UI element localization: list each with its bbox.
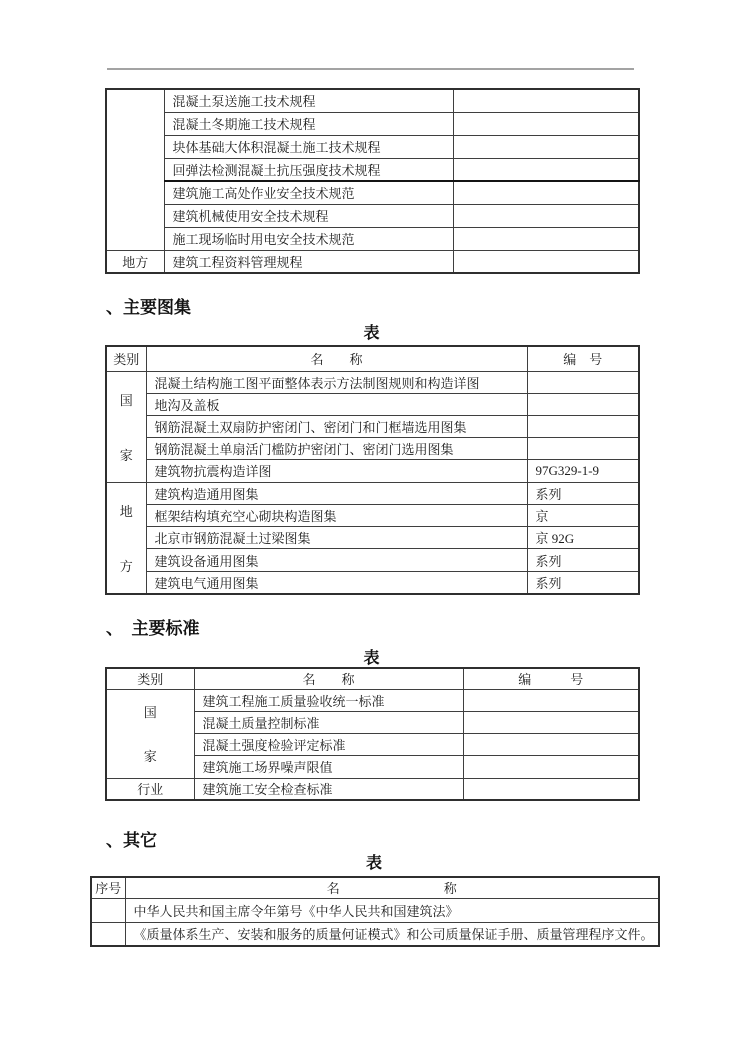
name-cell: 施工现场临时用电安全技术规范 — [164, 227, 453, 250]
table-row — [106, 181, 639, 204]
category-char: 国 — [143, 705, 157, 720]
number-cell — [453, 250, 639, 273]
table-row — [106, 204, 639, 227]
name-cell: 块体基础大体积混凝土施工技术规程 — [164, 135, 453, 158]
name-cell: 混凝土泵送施工技术规程 — [164, 89, 453, 112]
table-row — [106, 393, 639, 415]
category-cell-national — [106, 371, 146, 482]
name-cell: 建筑机械使用安全技术规程 — [164, 204, 453, 227]
name-cell: 混凝土冬期施工技术规程 — [164, 112, 453, 135]
name-cell: 《质量体系生产、安装和服务的质量何证模式》和公司质量保证手册、质量管理程序文件。 — [125, 922, 659, 946]
name-cell: 回弹法检测混凝土抗压强度技术规程 — [164, 158, 453, 181]
column-header-serial: 序号 — [91, 877, 125, 898]
number-cell — [463, 689, 639, 711]
atlas-table — [105, 345, 640, 595]
number-cell — [527, 438, 639, 460]
table-header-row — [106, 346, 639, 371]
name-cell: 北京市钢筋混凝土过梁图集 — [146, 527, 527, 549]
table-row — [106, 504, 639, 526]
section-heading-standards: 、 主要标准 — [106, 619, 200, 638]
number-cell — [453, 89, 639, 112]
section-heading-atlas: 、主要图集 — [106, 298, 191, 317]
number-cell — [453, 227, 639, 250]
category-char: 地 — [119, 503, 133, 519]
column-header-name: 名 称 — [125, 877, 659, 898]
name-cell: 混凝土质量控制标准 — [194, 711, 463, 733]
name-cell: 建筑工程施工质量验收统一标准 — [194, 689, 463, 711]
category-char: 家 — [143, 749, 157, 764]
name-cell: 地沟及盖板 — [146, 393, 527, 415]
table-row — [106, 158, 639, 181]
number-cell — [453, 158, 639, 181]
number-cell — [453, 181, 639, 204]
table-row — [106, 415, 639, 437]
name-cell: 混凝土强度检验评定标准 — [194, 734, 463, 756]
name-cell: 建筑工程资料管理规程 — [164, 250, 453, 273]
table-row — [106, 527, 639, 549]
category-cell-industry: 行业 — [106, 778, 194, 800]
column-header-category: 类别 — [106, 668, 194, 689]
name-cell: 建筑物抗震构造详图 — [146, 460, 527, 482]
vertical-label — [107, 372, 146, 482]
table-row — [106, 135, 639, 158]
table-row — [106, 482, 639, 504]
table-row — [91, 922, 659, 946]
table-row — [106, 460, 639, 482]
table-header-row — [91, 877, 659, 898]
name-cell: 建筑施工安全检查标准 — [194, 778, 463, 800]
category-char: 家 — [119, 447, 133, 463]
number-cell — [463, 734, 639, 756]
number-cell: 97G329-1-9 — [527, 460, 639, 482]
number-cell — [527, 393, 639, 415]
name-cell: 中华人民共和国主席令年第号《中华人民共和国建筑法》 — [125, 898, 659, 922]
table-caption: 表 — [365, 855, 382, 872]
table-row — [106, 549, 639, 571]
regulations-table — [105, 88, 640, 274]
page-header-divider — [107, 68, 634, 70]
table-row — [106, 250, 639, 273]
table-row — [106, 371, 639, 393]
column-header-name: 名 称 — [146, 346, 527, 371]
name-cell: 混凝土结构施工图平面整体表示方法制图规则和构造详图 — [146, 371, 527, 393]
vertical-label — [107, 690, 194, 778]
table-caption: 表 — [363, 325, 380, 342]
table-row — [106, 689, 639, 711]
table-row — [106, 438, 639, 460]
column-header-name: 名 称 — [194, 668, 463, 689]
number-cell — [453, 204, 639, 227]
table-row — [106, 112, 639, 135]
name-cell: 建筑施工高处作业安全技术规范 — [164, 181, 453, 204]
column-header-number: 编 号 — [527, 346, 639, 371]
table-row — [106, 571, 639, 593]
number-cell — [527, 371, 639, 393]
name-cell: 钢筋混凝土单扇活门槛防护密闭门、密闭门选用图集 — [146, 438, 527, 460]
number-cell — [453, 112, 639, 135]
table-row — [106, 227, 639, 250]
table-caption: 表 — [363, 650, 380, 667]
table-row — [91, 898, 659, 922]
number-cell: 系列 — [527, 482, 639, 504]
serial-cell — [91, 922, 125, 946]
name-cell: 框架结构填充空心砌块构造图集 — [146, 504, 527, 526]
number-cell — [527, 415, 639, 437]
table-header-row — [106, 668, 639, 689]
other-table — [90, 876, 660, 947]
number-cell: 京 92G — [527, 527, 639, 549]
name-cell: 建筑电气通用图集 — [146, 571, 527, 593]
column-header-number: 编 号 — [463, 668, 639, 689]
number-cell — [463, 756, 639, 778]
name-cell: 建筑构造通用图集 — [146, 482, 527, 504]
number-cell — [463, 711, 639, 733]
name-cell: 建筑设备通用图集 — [146, 549, 527, 571]
number-cell: 京 — [527, 504, 639, 526]
standards-table — [105, 667, 640, 801]
number-cell — [463, 778, 639, 800]
vertical-label — [107, 483, 146, 593]
table-row — [106, 89, 639, 112]
column-header-category: 类别 — [106, 346, 146, 371]
number-cell: 系列 — [527, 549, 639, 571]
name-cell: 钢筋混凝土双扇防护密闭门、密闭门和门框墙选用图集 — [146, 415, 527, 437]
name-cell: 建筑施工场界噪声限值 — [194, 756, 463, 778]
category-char: 方 — [119, 558, 133, 574]
serial-cell — [91, 898, 125, 922]
section-heading-other: 、其它 — [106, 831, 157, 850]
category-char: 国 — [119, 392, 133, 408]
table-row — [106, 778, 639, 800]
number-cell: 系列 — [527, 571, 639, 593]
category-cell-national — [106, 689, 194, 778]
category-cell-local: 地方 — [106, 250, 164, 273]
number-cell — [453, 135, 639, 158]
category-cell-local — [106, 482, 146, 594]
category-cell-empty — [106, 89, 164, 250]
